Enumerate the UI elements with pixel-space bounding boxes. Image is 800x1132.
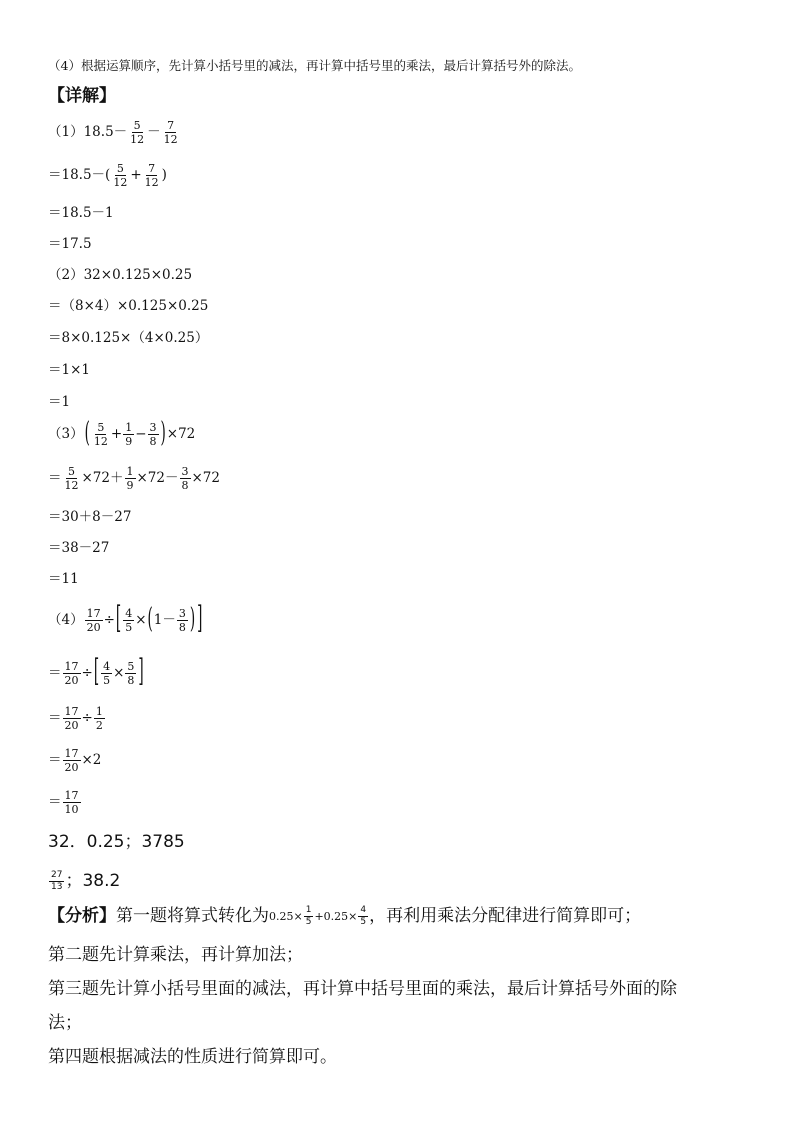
fraction: $\frac{17}{20}$ xyxy=(64,660,79,687)
problem2-label: （2） xyxy=(48,267,84,283)
paren-open: ( xyxy=(84,416,90,450)
problem2-step2: ＝8×0.125×（4×0.25） xyxy=(48,330,209,346)
equals: ＝ xyxy=(48,709,62,726)
operator: ÷ xyxy=(103,611,115,628)
operator: × xyxy=(113,664,125,681)
operator: － xyxy=(147,123,161,140)
bracket-open: [ xyxy=(93,653,100,691)
problem4-step2 xyxy=(48,706,106,731)
bracket-open: [ xyxy=(115,600,122,638)
equals: ＝ xyxy=(48,469,62,486)
analysis-line5: 第四题根据减法的性质进行简算即可。 xyxy=(48,1047,337,1067)
operator: ÷ xyxy=(81,664,93,681)
problem4-expression xyxy=(48,600,203,638)
fraction: $\frac{3}{8}$ xyxy=(149,421,157,448)
operator: + xyxy=(130,166,142,183)
problem3-step3: ＝38－27 xyxy=(48,540,110,556)
problem2-step4: ＝1 xyxy=(48,394,71,410)
fraction: $\frac{7}{12}$ xyxy=(144,162,159,189)
problem3-step4: ＝11 xyxy=(48,571,79,587)
problem3-expression xyxy=(48,416,196,450)
paren-close: ) xyxy=(160,416,166,450)
fraction: $\frac{7}{12}$ xyxy=(163,119,178,146)
analysis-text: 第一题将算式转化为 xyxy=(116,906,269,926)
section-heading: 【详解】 xyxy=(48,86,116,106)
fraction: $\frac{17}{20}$ xyxy=(86,607,101,634)
equals: ＝ xyxy=(48,793,62,810)
problem2-step1: ＝（8×4）×0.125×0.25 xyxy=(48,298,209,314)
problem1-step2: ＝18.5－1 xyxy=(48,205,114,221)
fraction: $\frac{17}{20}$ xyxy=(64,705,79,732)
bracket-close: ] xyxy=(138,653,144,691)
problem4-step3 xyxy=(48,748,101,773)
fraction: $\frac{5}{12}$ xyxy=(113,162,128,189)
problem2-expr: 32×0.125×0.25 xyxy=(83,267,193,283)
answer32-line2 xyxy=(48,864,120,892)
problem1-start: 18.5－ xyxy=(83,123,128,140)
fraction: $\frac{5}{12}$ xyxy=(64,465,79,492)
answer32-line1: 32．0.25；3785 xyxy=(48,832,185,852)
fraction: $\frac{4}{5}$ xyxy=(103,660,111,687)
fraction: $\frac{3}{8}$ xyxy=(178,607,186,634)
problem3-label: （3） xyxy=(48,425,84,442)
analysis-line4: 法； xyxy=(48,1013,82,1033)
bracket-close: ] xyxy=(197,600,203,638)
problem4-step1 xyxy=(48,653,145,691)
step-text: ＝18.5－( xyxy=(48,166,111,183)
step-text: ×72 xyxy=(166,425,196,442)
inline-expr: 0.25× xyxy=(269,910,303,923)
fraction: $\frac{5}{12}$ xyxy=(130,119,145,146)
fraction: $\frac{1}{9}$ xyxy=(125,421,133,448)
paren-open: ( xyxy=(147,602,153,636)
problem1-label: （1） xyxy=(48,123,84,140)
fraction: $\frac{5}{8}$ xyxy=(127,660,135,687)
analysis-line2: 第二题先计算乘法，再计算加法； xyxy=(48,945,303,965)
fraction: $\frac{4}{5}$ xyxy=(125,607,133,634)
step-text: 1－ xyxy=(153,611,176,628)
problem1-expression xyxy=(48,120,181,145)
fraction: $\frac{4}{5}$ xyxy=(360,905,367,927)
step-text: ×72 xyxy=(191,469,220,486)
analysis-text: ，再利用乘法分配律进行简算即可； xyxy=(369,906,642,926)
fraction: $\frac{5}{12}$ xyxy=(93,421,108,448)
fraction: $\frac{1}{5}$ xyxy=(305,905,312,927)
problem4-label: （4） xyxy=(48,611,84,628)
problem2-step3: ＝1×1 xyxy=(48,362,90,378)
problem2-expression xyxy=(48,269,192,283)
analysis-label: 【分析】 xyxy=(48,906,116,926)
analysis-line3: 第三题先计算小括号里面的减法，再计算中括号里面的乘法，最后计算括号外面的除 xyxy=(48,979,677,999)
fraction: $\frac{27}{13}$ xyxy=(51,870,63,892)
step-text: ；38.2 xyxy=(65,871,121,891)
operator: ÷ xyxy=(81,709,93,726)
operator: + xyxy=(110,425,123,442)
header-note: （4）根据运算顺序，先计算小括号里的减法，再计算中括号里的乘法，最后计算括号外的除法。 xyxy=(48,58,581,73)
step-text: ×2 xyxy=(81,751,102,768)
problem1-step3: ＝17.5 xyxy=(48,236,92,252)
paren-close: ) xyxy=(189,602,196,636)
equals: ＝ xyxy=(48,751,62,768)
fraction: $\frac{17}{20}$ xyxy=(64,747,79,774)
analysis-line1 xyxy=(48,906,641,927)
equals: ＝ xyxy=(48,664,62,681)
problem3-step1 xyxy=(48,466,220,491)
inline-expr: +0.25× xyxy=(314,910,358,923)
problem1-step1 xyxy=(48,163,167,188)
step-text: ) xyxy=(161,166,167,183)
fraction: $\frac{1}{9}$ xyxy=(126,465,134,492)
step-text: ×72＋ xyxy=(81,469,124,486)
operator: × xyxy=(135,611,147,628)
step-text: ×72－ xyxy=(136,469,179,486)
operator: − xyxy=(135,425,147,442)
problem3-step2: ＝30＋8－27 xyxy=(48,509,132,525)
fraction: $\frac{1}{2}$ xyxy=(95,705,103,732)
problem4-step4 xyxy=(48,790,82,815)
fraction: $\frac{3}{8}$ xyxy=(181,465,189,492)
fraction: $\frac{17}{10}$ xyxy=(64,789,79,816)
